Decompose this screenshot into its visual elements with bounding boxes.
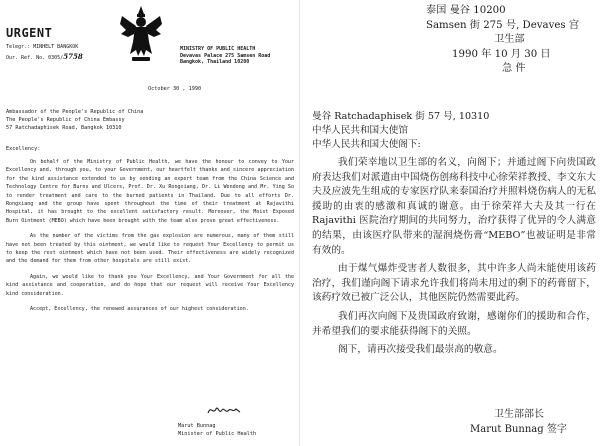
signer-name: Marut Bunnag	[178, 423, 216, 429]
chinese-header	[426, 4, 579, 77]
ministry-name: MINISTRY OF PUBLIC HEALTH	[180, 46, 256, 52]
paragraph: On behalf of the Ministry of Public Health, we have the honour to convey to Your Excellency and, through you, to your Government, our heartfelt thanks and sincere appreciation for the kind assistance extended to us by sending an expert team from the China Science and Technology Centre for Burns and Ulcers, Prof. Dr. Xu Rongxiang, Dr. Li Wendong and Mr. Ying So to render treatment and care to the burned patients in Thailand. Due to all efforts Dr. Rongxiang and the group have spent throughout the time of their treatment at Rajavithi Hospital, it has brought to the excellent satisfactory result. Moreover, the Moist Exposed Burn Ointment (MEBO) which have been brought with the team also prove great effectiveness.	[6, 159, 294, 224]
paragraph: 阁下，请再次接受我们最崇高的敬意。	[338, 344, 503, 356]
addressee-line: The People's Republic of China Embassy	[6, 117, 125, 124]
our-ref-line	[6, 54, 83, 61]
address-line: 中华人民共和国大使馆	[312, 125, 408, 136]
signer-title: Minister of Public Health	[178, 430, 257, 437]
english-letter	[0, 0, 298, 446]
addressee-line: Ambassador of the People's Republic of China	[6, 109, 144, 115]
header-line: Samsen 街 275 号, Devaves 宫	[426, 19, 580, 31]
chinese-body	[312, 156, 596, 362]
paragraph: Again, we would like to thank you Your Excellency, and Your Government for all the kind assistance and cooperation, and do hope that our request will receive Your Excellency kind consideration.	[6, 273, 294, 297]
signer-title: 卫生部部长	[494, 409, 544, 420]
paragraph: 我们荣幸地以卫生部的名义，向阁下；并通过阁下向贵国政府表达我们对派遣由中国烧伤创疡科技中心徐荣祥教授、李文东大夫及应波先生组成的专家医疗队来泰国治疗并照料烧伤病人的无私援助的由衷的感激和真诚的谢意。由于徐荣祥大夫及其一行在 Rajavithi 医院治疗期间的共同努力，治疗获得了优异的令人满意的结果，由该医疗队带来的湿润烧伤膏“MEBO”也被证明是非常有效的。	[312, 157, 596, 256]
paragraph: As the number of the victims from the gas explosion are numerous, many of them still have not been treated by this ointment, we would like to request Your Excellency to permit us to keep the rest ointment which have not been used. Their effectiveness are widely recognized and the demand for them from other hospitals are still exist.	[6, 233, 294, 265]
addressee-line: 57 Ratchadaphisek Road, Bangkok 10310	[6, 125, 122, 132]
header-line: 1990 年 10 月 30 日	[452, 48, 551, 60]
ministry-letterhead	[180, 46, 270, 66]
handwritten-signature	[206, 402, 242, 418]
addressee-block	[6, 108, 143, 133]
ministry-street: Devavas Palace 275 Samsen Road	[180, 52, 271, 59]
header-line: 卫生部	[494, 34, 525, 46]
header-line: 泰国 曼谷 10200	[426, 5, 506, 16]
urgent-stamp: URGENT	[6, 26, 53, 40]
our-ref-label: Our. Ref. No. 0305/	[6, 55, 64, 61]
letter-body	[6, 158, 294, 321]
paragraph: 由于煤气爆炸受害者人数很多，其中许多人尚未能使用该药治疗，我们谨向阁下请求允许我们将尚未用过的剩下的药膏留下，该药疗效已被广泛公认，其他医院仍然需要此药。	[312, 263, 596, 304]
address-line: 中华人民共和国大使阁下:	[312, 139, 421, 150]
page-divider	[299, 0, 300, 446]
telegraph-line: Telegr.: MINHELT BANGKOK	[6, 44, 79, 50]
chinese-translation	[302, 0, 600, 446]
letter-date: October 30 , 1990	[148, 86, 202, 92]
chinese-address	[312, 110, 489, 152]
address-line: 曼谷 Ratchadaphisek 街 57 号, 10310	[312, 111, 490, 122]
header-line: 急 件	[502, 63, 526, 75]
salutation: Excellency:	[6, 146, 41, 152]
ministry-city: Bangkok, Thailand 10200	[180, 59, 250, 65]
signer-name: Marut Bunnag 签字	[470, 423, 567, 435]
garuda-emblem-icon	[118, 4, 164, 64]
paragraph: Accept, Excellency, the renewed assurances of our highest consideration.	[30, 306, 249, 313]
chinese-signature	[470, 408, 567, 437]
paragraph: 我们再次向阁下及贵国政府致谢，感谢你们的援助和合作，并希望我们的要求能获得阁下的关照。	[312, 310, 596, 337]
our-ref-number: 5758	[63, 52, 83, 61]
signer-block	[178, 423, 256, 438]
